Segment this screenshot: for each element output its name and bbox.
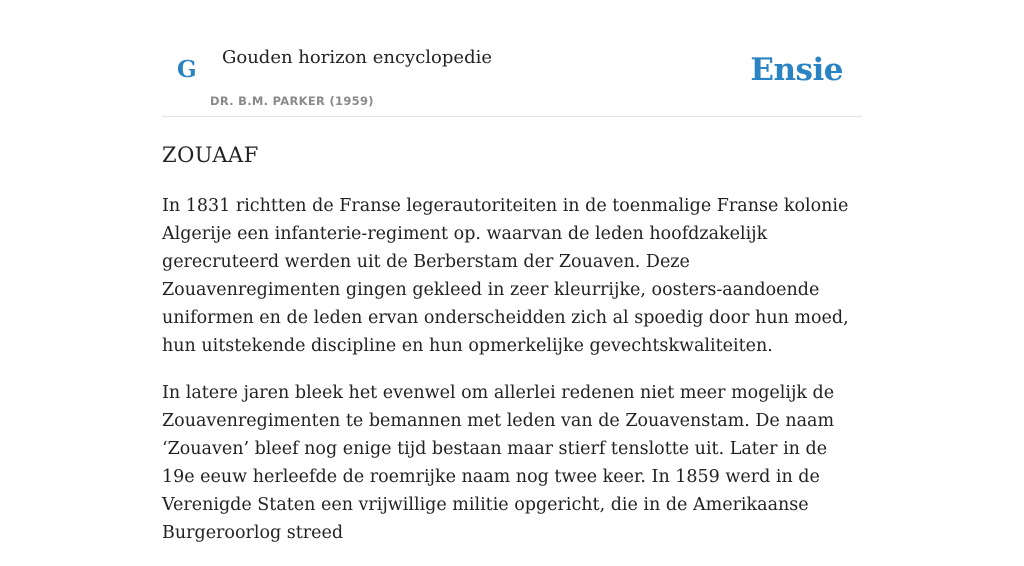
entry-paragraph: In 1831 richtten de Franse legerautoriteiten in de toenmalige Franse kolonie Algerije een infanterie-regiment op. waarvan de leden hoofdzakelijk gerecruteerd werden uit de Berberstam der Zouaven. Deze Zouavenregimenten gingen gekleed in zeer kleurrijke, oosters-aandoende uniformen en de leden ervan onderscheidden zich al spoedig door hun moed, hun uitstekende discipline en hun opmerkelijke gevechtskwaliteiten. (162, 196, 849, 356)
book-author: DR. B.M. PARKER (1959) (210, 94, 374, 108)
entry-title: ZOUAAF (162, 143, 259, 167)
book-logo-icon[interactable]: G (177, 56, 197, 83)
book-title-link[interactable]: Gouden horizon encyclopedie (222, 47, 492, 68)
entry-body (162, 192, 862, 566)
ensie-logo[interactable]: Ensie (750, 52, 843, 88)
header (162, 0, 862, 117)
entry-paragraph: In latere jaren bleek het evenwel om allerlei redenen niet meer mogelijk de Zouavenregimenten te bemannen met leden van de Zouavenstam. De naam ‘Zouaven’ bleef nog enige tijd bestaan maar stierf tenslotte uit. Later in de 19e eeuw herleefde de roemrijke naam nog twee keer. In 1859 werd in de Verenigde Staten een vrijwillige militie opgericht, die in de Amerikaanse Burgeroorlog streed (162, 383, 835, 543)
